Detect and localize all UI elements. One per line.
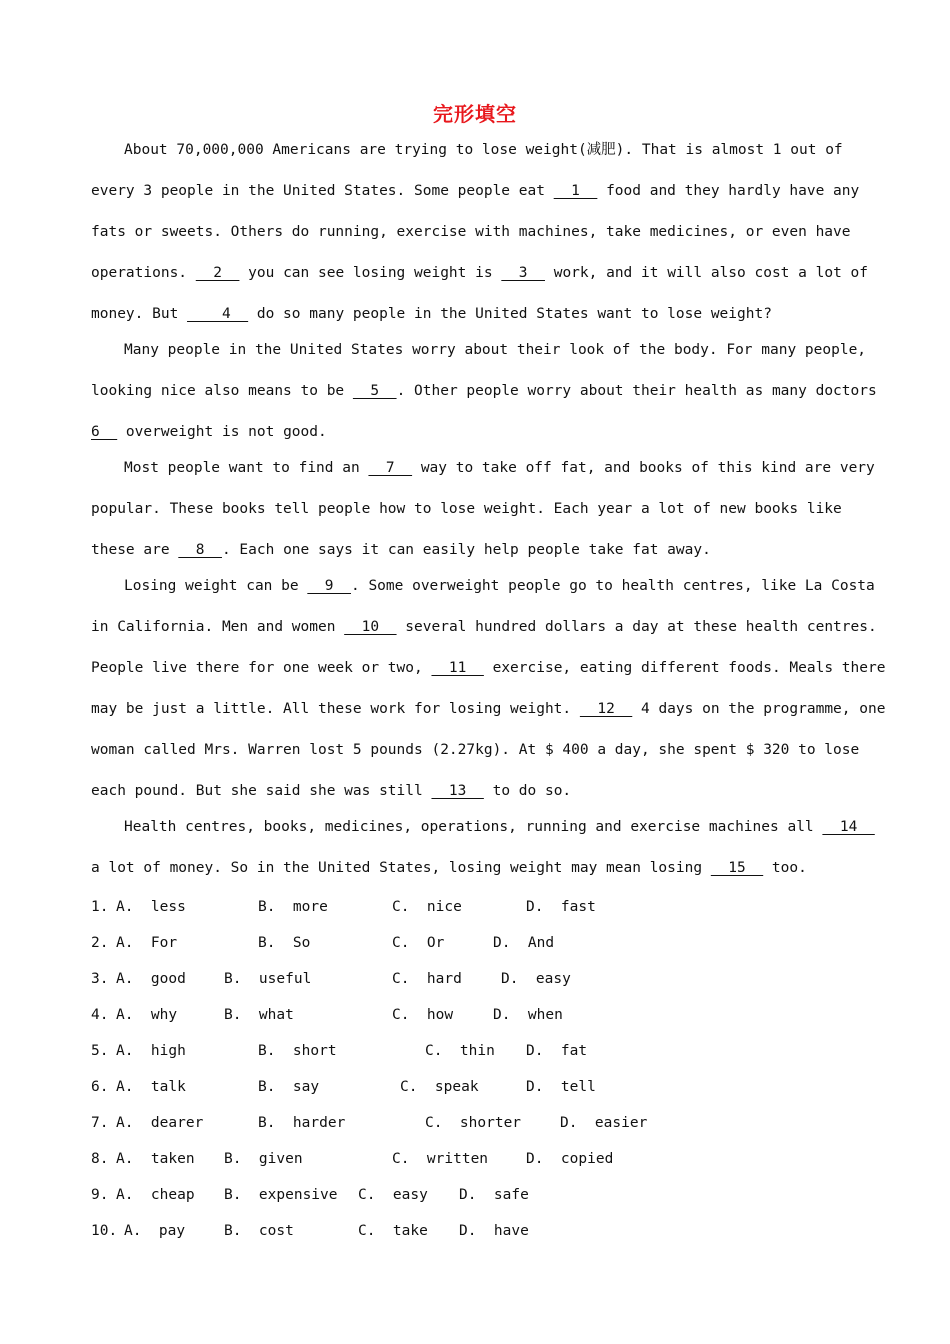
option-d: D. safe [459, 1187, 529, 1203]
answer-blank: 14 [822, 819, 875, 835]
question-number: 7. [91, 1115, 109, 1131]
passage-text: each pound. But she said she was still [91, 783, 432, 799]
option-d: D. fast [526, 899, 596, 915]
option-a: A. high [116, 1043, 186, 1059]
option-d: D. tell [526, 1079, 596, 1095]
option-d: D. when [493, 1007, 563, 1023]
question-number: 2. [91, 935, 109, 951]
passage-line [91, 740, 859, 760]
passage-line [91, 263, 868, 283]
option-b: B. expensive [224, 1187, 338, 1203]
passage-text: work, and it will also cost a lot of [544, 265, 868, 281]
passage-text: in California. Men and women [91, 619, 345, 635]
passage-text: a lot of money. So in the United States, losing weight may mean losing [91, 860, 711, 876]
passage-text: People live there for one week or two, [91, 660, 432, 676]
option-b: B. given [224, 1151, 303, 1167]
option-b: B. say [258, 1079, 320, 1095]
question-number: 10. [91, 1223, 118, 1239]
option-a: A. dearer [116, 1115, 204, 1131]
passage-text: . Some overweight people go to health centres, like La Costa [350, 578, 875, 594]
passage-line [124, 817, 875, 837]
answer-blank: 3 [501, 265, 545, 281]
passage-line [91, 181, 859, 201]
option-c: C. shorter [425, 1115, 522, 1131]
passage-text: operations. [91, 265, 196, 281]
option-b: B. more [258, 899, 328, 915]
passage-text: 4 days on the programme, one [632, 701, 886, 717]
answer-blank: 11 [431, 660, 484, 676]
option-d: D. easier [560, 1115, 648, 1131]
passage-text: fats or sweets. Others do running, exercise with machines, take medicines, or even have [91, 224, 851, 240]
answer-blank: 10 [344, 619, 397, 635]
passage-text: . Other people worry about their health as many doctors [396, 383, 877, 399]
passage-line [91, 699, 885, 719]
passage-line [91, 499, 842, 519]
passage-line [124, 340, 866, 360]
option-a: A. taken [116, 1151, 195, 1167]
option-a: A. good [116, 971, 186, 987]
option-d: D. easy [501, 971, 571, 987]
option-a: A. cheap [116, 1187, 195, 1203]
passage-text: to do so. [483, 783, 572, 799]
answer-blank: 12 [579, 701, 633, 717]
option-c: C. nice [392, 899, 462, 915]
passage-line [91, 658, 885, 678]
option-c: C. easy [358, 1187, 428, 1203]
passage-text: Health centres, books, medicines, operations, running and exercise machines all [124, 819, 823, 835]
option-b: B. So [258, 935, 311, 951]
passage-line [91, 617, 877, 637]
option-a: A. less [116, 899, 186, 915]
answer-blank: 8 [178, 542, 222, 558]
passage-text: looking nice also means to be [91, 383, 353, 399]
passage-text: food and they hardly have any [597, 183, 860, 199]
passage-text: several hundred dollars a day at these health centres. [396, 619, 877, 635]
passage-line [91, 858, 807, 878]
option-a: A. pay [124, 1223, 186, 1239]
passage-line [91, 781, 571, 801]
question-number: 5. [91, 1043, 109, 1059]
passage-line [124, 140, 843, 160]
answer-blank: 4 [187, 306, 249, 322]
passage-line [124, 458, 875, 478]
passage-text: About 70,000,000 Americans are trying to lose weight(减肥). That is almost 1 out of [124, 142, 843, 158]
passage-text: money. But [91, 306, 188, 322]
option-c: C. take [358, 1223, 428, 1239]
option-d: D. copied [526, 1151, 614, 1167]
passage-text: exercise, eating different foods. Meals there [483, 660, 886, 676]
option-d: D. fat [526, 1043, 588, 1059]
passage-line [91, 304, 772, 324]
option-b: B. cost [224, 1223, 294, 1239]
question-number: 1. [91, 899, 109, 915]
passage-line [124, 576, 875, 596]
option-a: A. why [116, 1007, 178, 1023]
passage-text: . Each one says it can easily help people take fat away. [221, 542, 711, 558]
answer-blank: 5 [352, 383, 397, 399]
question-number: 4. [91, 1007, 109, 1023]
answer-blank: 1 [553, 183, 598, 199]
option-b: B. short [258, 1043, 337, 1059]
passage-text: woman called Mrs. Warren lost 5 pounds (2.27kg). At $ 400 a day, she spent $ 320 to lose [91, 742, 860, 758]
answer-blank: 15 [710, 860, 764, 876]
passage-line [91, 222, 851, 242]
option-c: C. thin [425, 1043, 495, 1059]
passage-text: Many people in the United States worry about their look of the body. For many people, [124, 342, 867, 358]
question-number: 6. [91, 1079, 109, 1095]
option-d: D. And [493, 935, 555, 951]
passage-text: do so many people in the United States want to lose weight? [248, 306, 772, 322]
passage-text: you can see losing weight is [239, 265, 502, 281]
answer-blank: 9 [307, 578, 351, 594]
option-c: C. Or [392, 935, 445, 951]
passage-text: every 3 people in the United States. Some people eat [91, 183, 554, 199]
option-b: B. what [224, 1007, 294, 1023]
option-a: A. talk [116, 1079, 186, 1095]
passage-line [91, 381, 877, 401]
passage-text: these are [91, 542, 179, 558]
question-number: 3. [91, 971, 109, 987]
answer-blank: 2 [195, 265, 240, 281]
option-c: C. hard [392, 971, 462, 987]
answer-blank: 7 [368, 460, 413, 476]
question-number: 8. [91, 1151, 109, 1167]
option-c: C. speak [400, 1079, 479, 1095]
answer-blank: 6 [91, 424, 118, 440]
passage-text: Most people want to find an [124, 460, 369, 476]
passage-text: way to take off fat, and books of this kind are very [412, 460, 875, 476]
page-title: 完形填空 [433, 102, 517, 126]
passage-text: overweight is not good. [117, 424, 327, 440]
option-a: A. For [116, 935, 178, 951]
option-b: B. harder [258, 1115, 346, 1131]
question-number: 9. [91, 1187, 109, 1203]
answer-blank: 13 [431, 783, 484, 799]
passage-text: may be just a little. All these work for losing weight. [91, 701, 580, 717]
passage-text: too. [763, 860, 807, 876]
passage-line [91, 540, 711, 560]
option-b: B. useful [224, 971, 312, 987]
option-c: C. how [392, 1007, 454, 1023]
option-c: C. written [392, 1151, 489, 1167]
passage-text: popular. These books tell people how to lose weight. Each year a lot of new books like [91, 501, 842, 517]
passage-text: Losing weight can be [124, 578, 308, 594]
option-d: D. have [459, 1223, 529, 1239]
passage-line [91, 422, 327, 442]
